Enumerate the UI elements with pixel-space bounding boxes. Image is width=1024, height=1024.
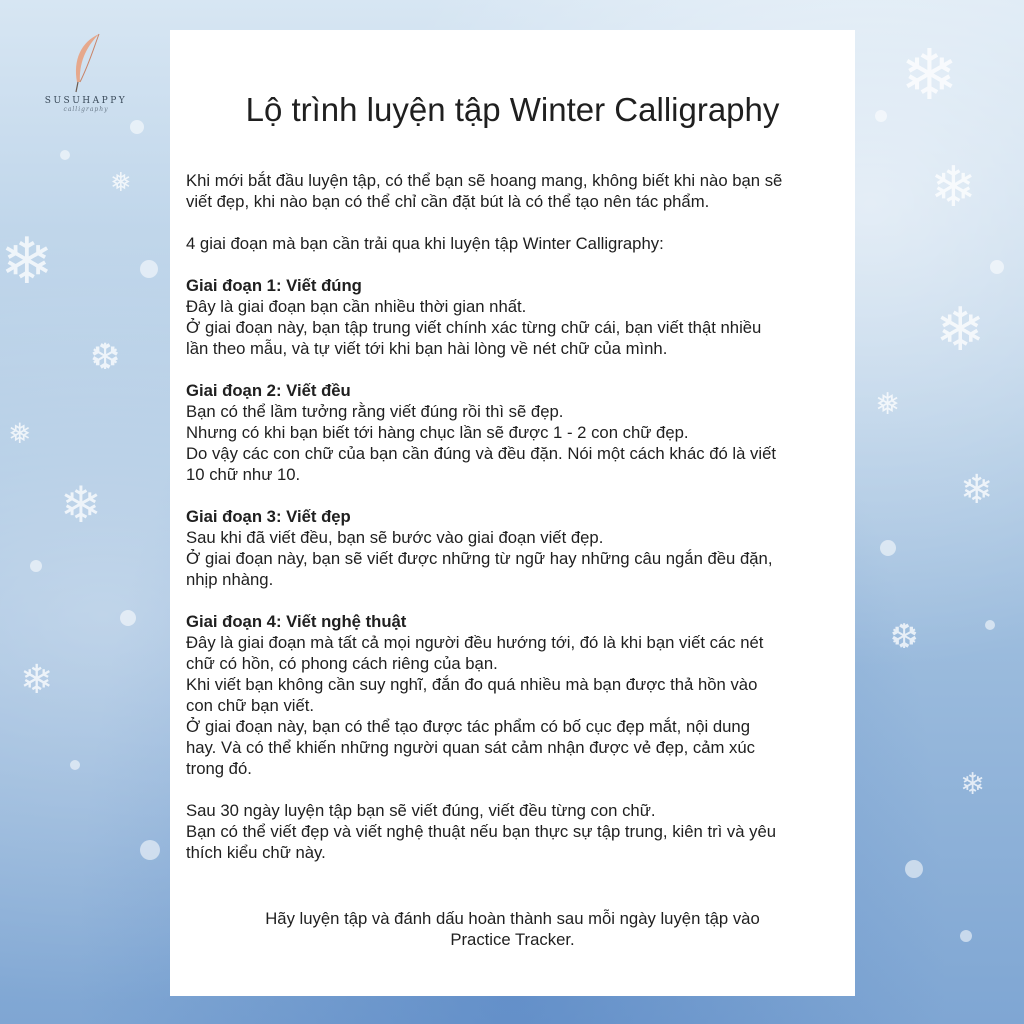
snowflake-icon: ❆: [90, 337, 121, 378]
text-line: con chữ bạn viết.: [186, 696, 315, 715]
text-line: Practice Tracker.: [450, 930, 575, 949]
text-line: hay. Và có thể khiến những người quan sát cảm nhận được vẻ đẹp, cảm xúc: [186, 738, 756, 757]
stage-section-1: [186, 275, 851, 359]
text-line: 10 chữ như 10.: [186, 465, 301, 484]
stages-intro: 4 giai đoạn mà bạn cần trải qua khi luyện tập Winter Calligraphy:: [186, 234, 664, 253]
snow-dot: [140, 840, 160, 860]
snowflake-icon: ❄: [900, 34, 959, 116]
text-line: Sau 30 ngày luyện tập bạn sẽ viết đúng, viết đều từng con chữ.: [186, 801, 656, 820]
snow-dot: [140, 260, 158, 278]
snow-dot: [120, 610, 136, 626]
snow-dot: [990, 260, 1004, 274]
text-line: thích kiểu chữ này.: [186, 843, 326, 862]
text-line: Khi mới bắt đầu luyện tập, có thể bạn sẽ hoang mang, không biết khi nào bạn sẽ: [186, 171, 783, 190]
text-line: Đây là giai đoạn mà tất cả mọi người đều hướng tới, đó là khi bạn viết các nét: [186, 633, 764, 652]
snowflake-icon: ❅: [110, 168, 132, 198]
text-line: Hãy luyện tập và đánh dấu hoàn thành sau mỗi ngày luyện tập vào: [265, 909, 760, 928]
snowflake-icon: ❄: [20, 657, 54, 703]
snowflake-icon: ❄: [0, 225, 54, 299]
snowflake-icon: ❄: [960, 767, 986, 802]
footer-note: [170, 908, 855, 950]
section-heading: Giai đoạn 3: Viết đẹp: [186, 507, 351, 526]
snowflake-icon: ❅: [8, 417, 32, 450]
document-body: [186, 170, 855, 863]
snowflake-icon: ❄: [935, 295, 986, 365]
stage-section-3: [186, 506, 851, 590]
text-line: Bạn có thể viết đẹp và viết nghệ thuật nếu bạn thực sự tập trung, kiên trì và yêu: [186, 822, 777, 841]
stage-section-4: [186, 611, 851, 779]
snowflake-icon: ❄: [960, 467, 994, 513]
section-heading: Giai đoạn 2: Viết đều: [186, 381, 351, 400]
text-line: Do vậy các con chữ của bạn cần đúng và đều đặn. Nói một cách khác đó là viết: [186, 444, 777, 463]
brand-logo: [40, 32, 132, 124]
text-line: trong đó.: [186, 759, 252, 778]
text-line: chữ có hồn, có phong cách riêng của bạn.: [186, 654, 498, 673]
snow-dot: [905, 860, 923, 878]
text-line: Ở giai đoạn này, bạn có thể tạo được tác phẩm có bố cục đẹp mắt, nội dung: [186, 717, 750, 736]
snowflake-icon: ❆: [890, 617, 919, 657]
snow-dot: [880, 540, 896, 556]
text-line: Nhưng có khi bạn biết tới hàng chục lần sẽ được 1 - 2 con chữ đẹp.: [186, 423, 689, 442]
section-heading: Giai đoạn 4: Viết nghệ thuật: [186, 612, 407, 631]
stage-section-2: [186, 380, 851, 485]
snow-dot: [70, 760, 80, 770]
text-line: Ở giai đoạn này, bạn tập trung viết chính xác từng chữ cái, bạn viết thật nhiều: [186, 318, 762, 337]
text-line: viết đẹp, khi nào bạn có thể chỉ cần đặt bút là có thể tạo nên tác phẩm.: [186, 192, 710, 211]
snowflake-icon: ❄: [60, 476, 102, 534]
snow-dot: [875, 110, 887, 122]
snow-dot: [985, 620, 995, 630]
text-line: Sau khi đã viết đều, bạn sẽ bước vào giai đoạn viết đẹp.: [186, 528, 604, 547]
brand-subtitle: calligraphy: [63, 106, 109, 113]
page-title: Lộ trình luyện tập Winter Calligraphy: [245, 91, 780, 128]
text-line: Ở giai đoạn này, bạn sẽ viết được những từ ngữ hay những câu ngắn đều đặn,: [186, 549, 773, 568]
intro-paragraph: [186, 170, 851, 212]
closing-paragraph: [186, 800, 851, 863]
snow-dot: [960, 930, 972, 942]
text-line: lần theo mẫu, và tự viết tới khi bạn hài lòng về nét chữ của mình.: [186, 339, 668, 358]
brand-name: SUSUHAPPY: [44, 96, 128, 106]
section-heading: Giai đoạn 1: Viết đúng: [186, 276, 362, 295]
feather-quill-icon: [63, 32, 109, 94]
snowflake-icon: ❄: [930, 155, 977, 220]
document-page: [170, 30, 855, 996]
text-line: Khi viết bạn không cần suy nghĩ, đắn đo quá nhiều mà bạn được thả hồn vào: [186, 675, 758, 694]
text-line: nhịp nhàng.: [186, 570, 274, 589]
snowflake-icon: ❅: [875, 387, 901, 422]
snow-dot: [60, 150, 70, 160]
text-line: Bạn có thể lầm tưởng rằng viết đúng rồi thì sẽ đẹp.: [186, 402, 564, 421]
snow-dot: [30, 560, 42, 572]
text-line: Đây là giai đoạn bạn cần nhiều thời gian nhất.: [186, 297, 527, 316]
snow-dot: [130, 120, 144, 134]
